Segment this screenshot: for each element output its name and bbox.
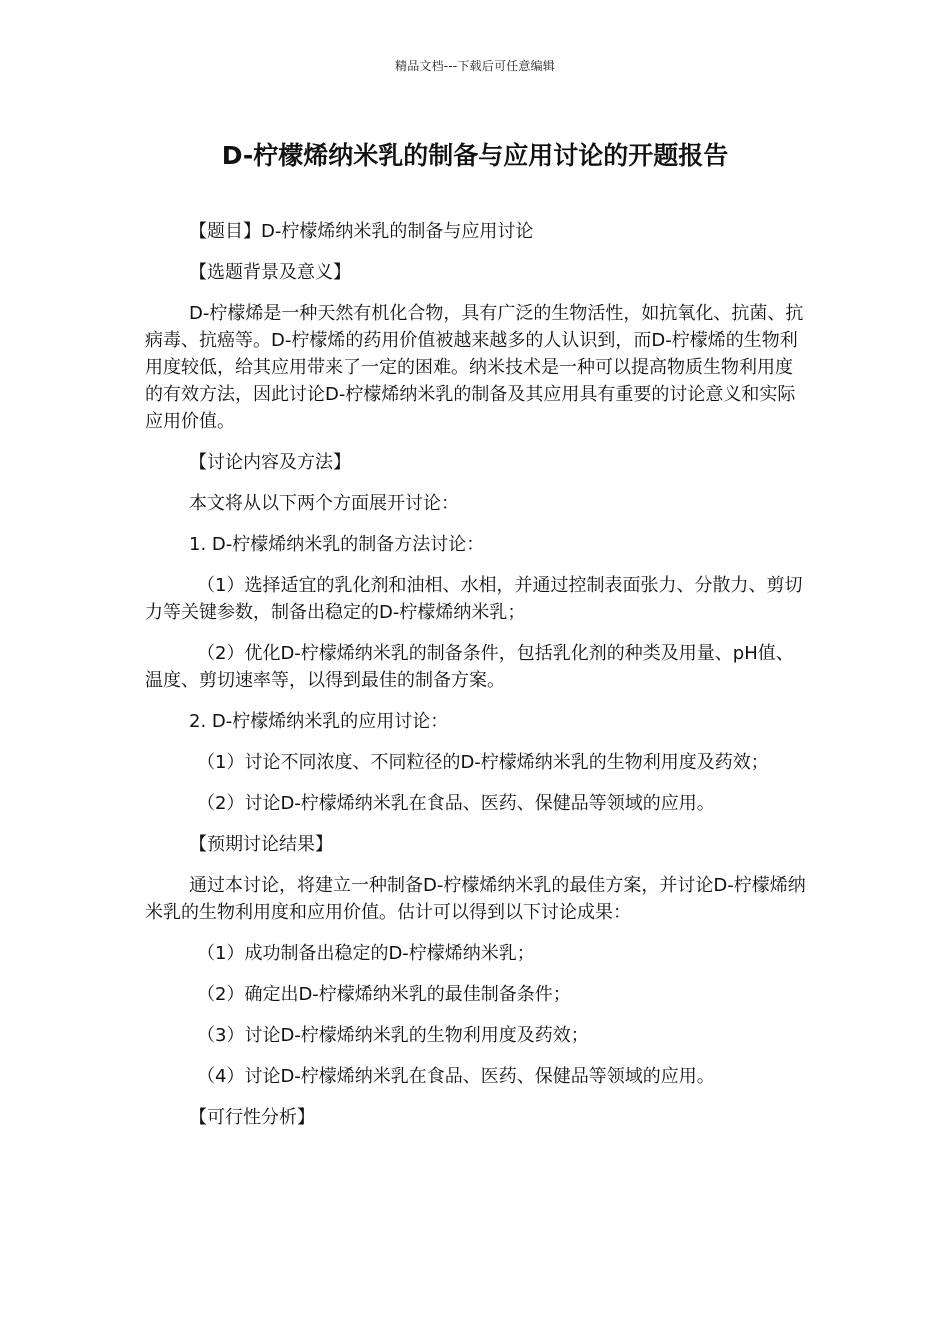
topic-line: 【题目】D-柠檬烯纳米乳的制备与应用讨论 (189, 221, 534, 242)
result-item-1: （1）成功制备出稳定的D-柠檬烯纳米乳； (197, 943, 535, 964)
content-item-2-1: （1）讨论不同浓度、不同粒径的D-柠檬烯纳米乳的生物利用度及药效； (197, 752, 769, 773)
results-heading: 【预期讨论结果】 (189, 834, 333, 855)
document-body (145, 218, 809, 1145)
content-item-2: 2. D-柠檬烯纳米乳的应用讨论： (189, 711, 449, 732)
header-watermark: 精品文档---下载后可任意编辑 (395, 59, 555, 73)
content-item-1: 1. D-柠檬烯纳米乳的制备方法讨论： (189, 534, 485, 555)
background-paragraph: D-柠檬烯是一种天然有机化合物，具有广泛的生物活性，如抗氧化、抗菌、抗病毒、抗癌等。D-柠檬烯的药用价值被越来越多的人认识到，而D-柠檬烯的生物利用度较低，给其应用带来了一定的困难。纳米技术是一种可以提高物质生物利用度的有效方法，因此讨论D-柠檬烯纳米乳的制备及其应用具有重要的讨论意义和实际应用价值。 (145, 303, 804, 432)
content-heading: 【讨论内容及方法】 (189, 452, 351, 473)
content-item-1-2: （2）优化D-柠檬烯纳米乳的制备条件，包括乳化剂的种类及用量、pH值、温度、剪切速率等，以得到最佳的制备方案。 (145, 643, 794, 691)
background-heading: 【选题背景及意义】 (189, 262, 351, 283)
feasibility-heading: 【可行性分析】 (189, 1107, 315, 1128)
content-item-2-2: （2）讨论D-柠檬烯纳米乳在食品、医药、保健品等领域的应用。 (197, 793, 715, 814)
results-intro: 通过本讨论，将建立一种制备D-柠檬烯纳米乳的最佳方案，并讨论D-柠檬烯纳米乳的生物利用度和应用价值。估计可以得到以下讨论成果： (145, 875, 806, 923)
content-intro: 本文将从以下两个方面展开讨论： (189, 493, 459, 514)
result-item-4: （4）讨论D-柠檬烯纳米乳在食品、医药、保健品等领域的应用。 (197, 1066, 715, 1087)
document-title: D-柠檬烯纳米乳的制备与应用讨论的开题报告 (221, 141, 729, 170)
result-item-3: （3）讨论D-柠檬烯纳米乳的生物利用度及药效； (197, 1025, 589, 1046)
result-item-2: （2）确定出D-柠檬烯纳米乳的最佳制备条件； (197, 984, 571, 1005)
content-item-1-1: （1）选择适宜的乳化剂和油相、水相，并通过控制表面张力、分散力、剪切力等关键参数，制备出稳定的D-柠檬烯纳米乳； (145, 575, 803, 623)
